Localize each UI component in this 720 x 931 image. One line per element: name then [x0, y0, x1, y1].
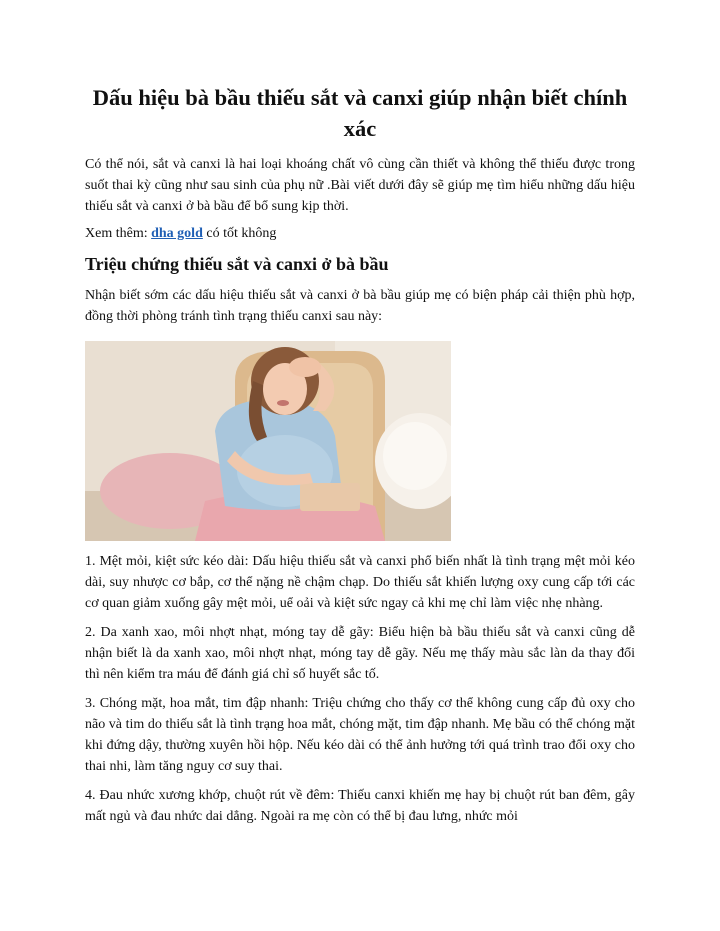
document-page: [85, 0, 635, 827]
see-also-prefix: Xem thêm:: [85, 226, 152, 241]
symptom-item: 3. Chóng mặt, hoa mắt, tim đập nhanh: Triệu chứng cho thấy cơ thể không cung cấp đủ oxy cho não và tim do thiếu sắt là tình trạng hoa mắt, chóng mặt, tim đập nhanh. Mẹ bầu có thể chóng mặt khi đứng dậy, thường xuyên hồi hộp. Nếu kéo dài có thể ảnh hưởng tới quá trình trao đổi oxy cho thai nhi, làm tăng nguy cơ suy thai.: [85, 696, 635, 774]
symptom-item: 4. Đau nhức xương khớp, chuột rút về đêm: Thiếu canxi khiến mẹ hay bị chuột rút ban đêm, gây mất ngủ và đau nhức dai dẳng. Ngoài ra mẹ còn có thể bị đau lưng, nhức mỏi: [85, 788, 635, 824]
article-title: Dấu hiệu bà bầu thiếu sắt và canxi giúp nhận biết chính xác: [92, 85, 628, 141]
see-also-suffix: có tốt không: [202, 226, 277, 241]
symptom-item: 2. Da xanh xao, môi nhợt nhạt, móng tay dễ gãy: Biểu hiện bà bầu thiếu sắt và canxi cũng dễ nhận biết là da xanh xao, môi nhợt nhạt, móng tay dễ gãy. Nếu mẹ thấy màu sắc làn da thay đổi thì nên kiểm tra máu để đánh giá chỉ số huyết sắc tố.: [85, 625, 635, 682]
symptom-item: 1. Mệt mỏi, kiệt sức kéo dài: Dấu hiệu thiếu sắt và canxi phổ biến nhất là tình trạng mệt mỏi kéo dài, suy nhược cơ bắp, cơ thể nặng nề chậm chạp. Do thiếu sắt khiến lượng oxy cung cấp tới các cơ quan giảm xuống gây mệt mỏi, uể oải và kiệt sức ngay cả khi mẹ chỉ làm việc nhẹ nhàng.: [85, 554, 635, 611]
dha-gold-link[interactable]: dha gold: [151, 226, 203, 241]
section-lead-paragraph: Nhận biết sớm các dấu hiệu thiếu sắt và canxi ở bà bầu giúp mẹ có biện pháp cải thiện phù hợp, đồng thời phòng tránh tình trạng thiếu canxi sau này:: [85, 288, 635, 324]
section-heading: Triệu chứng thiếu sắt và canxi ở bà bầu: [85, 254, 389, 274]
pregnant-woman-photo: [85, 341, 451, 541]
intro-paragraph: Có thể nói, sắt và canxi là hai loại khoáng chất vô cùng cần thiết và không thể thiếu được trong suốt thai kỳ cũng như sau sinh của phụ nữ .Bài viết dưới đây sẽ giúp mẹ tìm hiểu những dấu hiệu thiếu sắt và canxi ở bà bầu để bổ sung kịp thời.: [85, 157, 635, 214]
see-also-line: [85, 223, 635, 244]
pregnant-woman-illustration: [85, 341, 451, 541]
